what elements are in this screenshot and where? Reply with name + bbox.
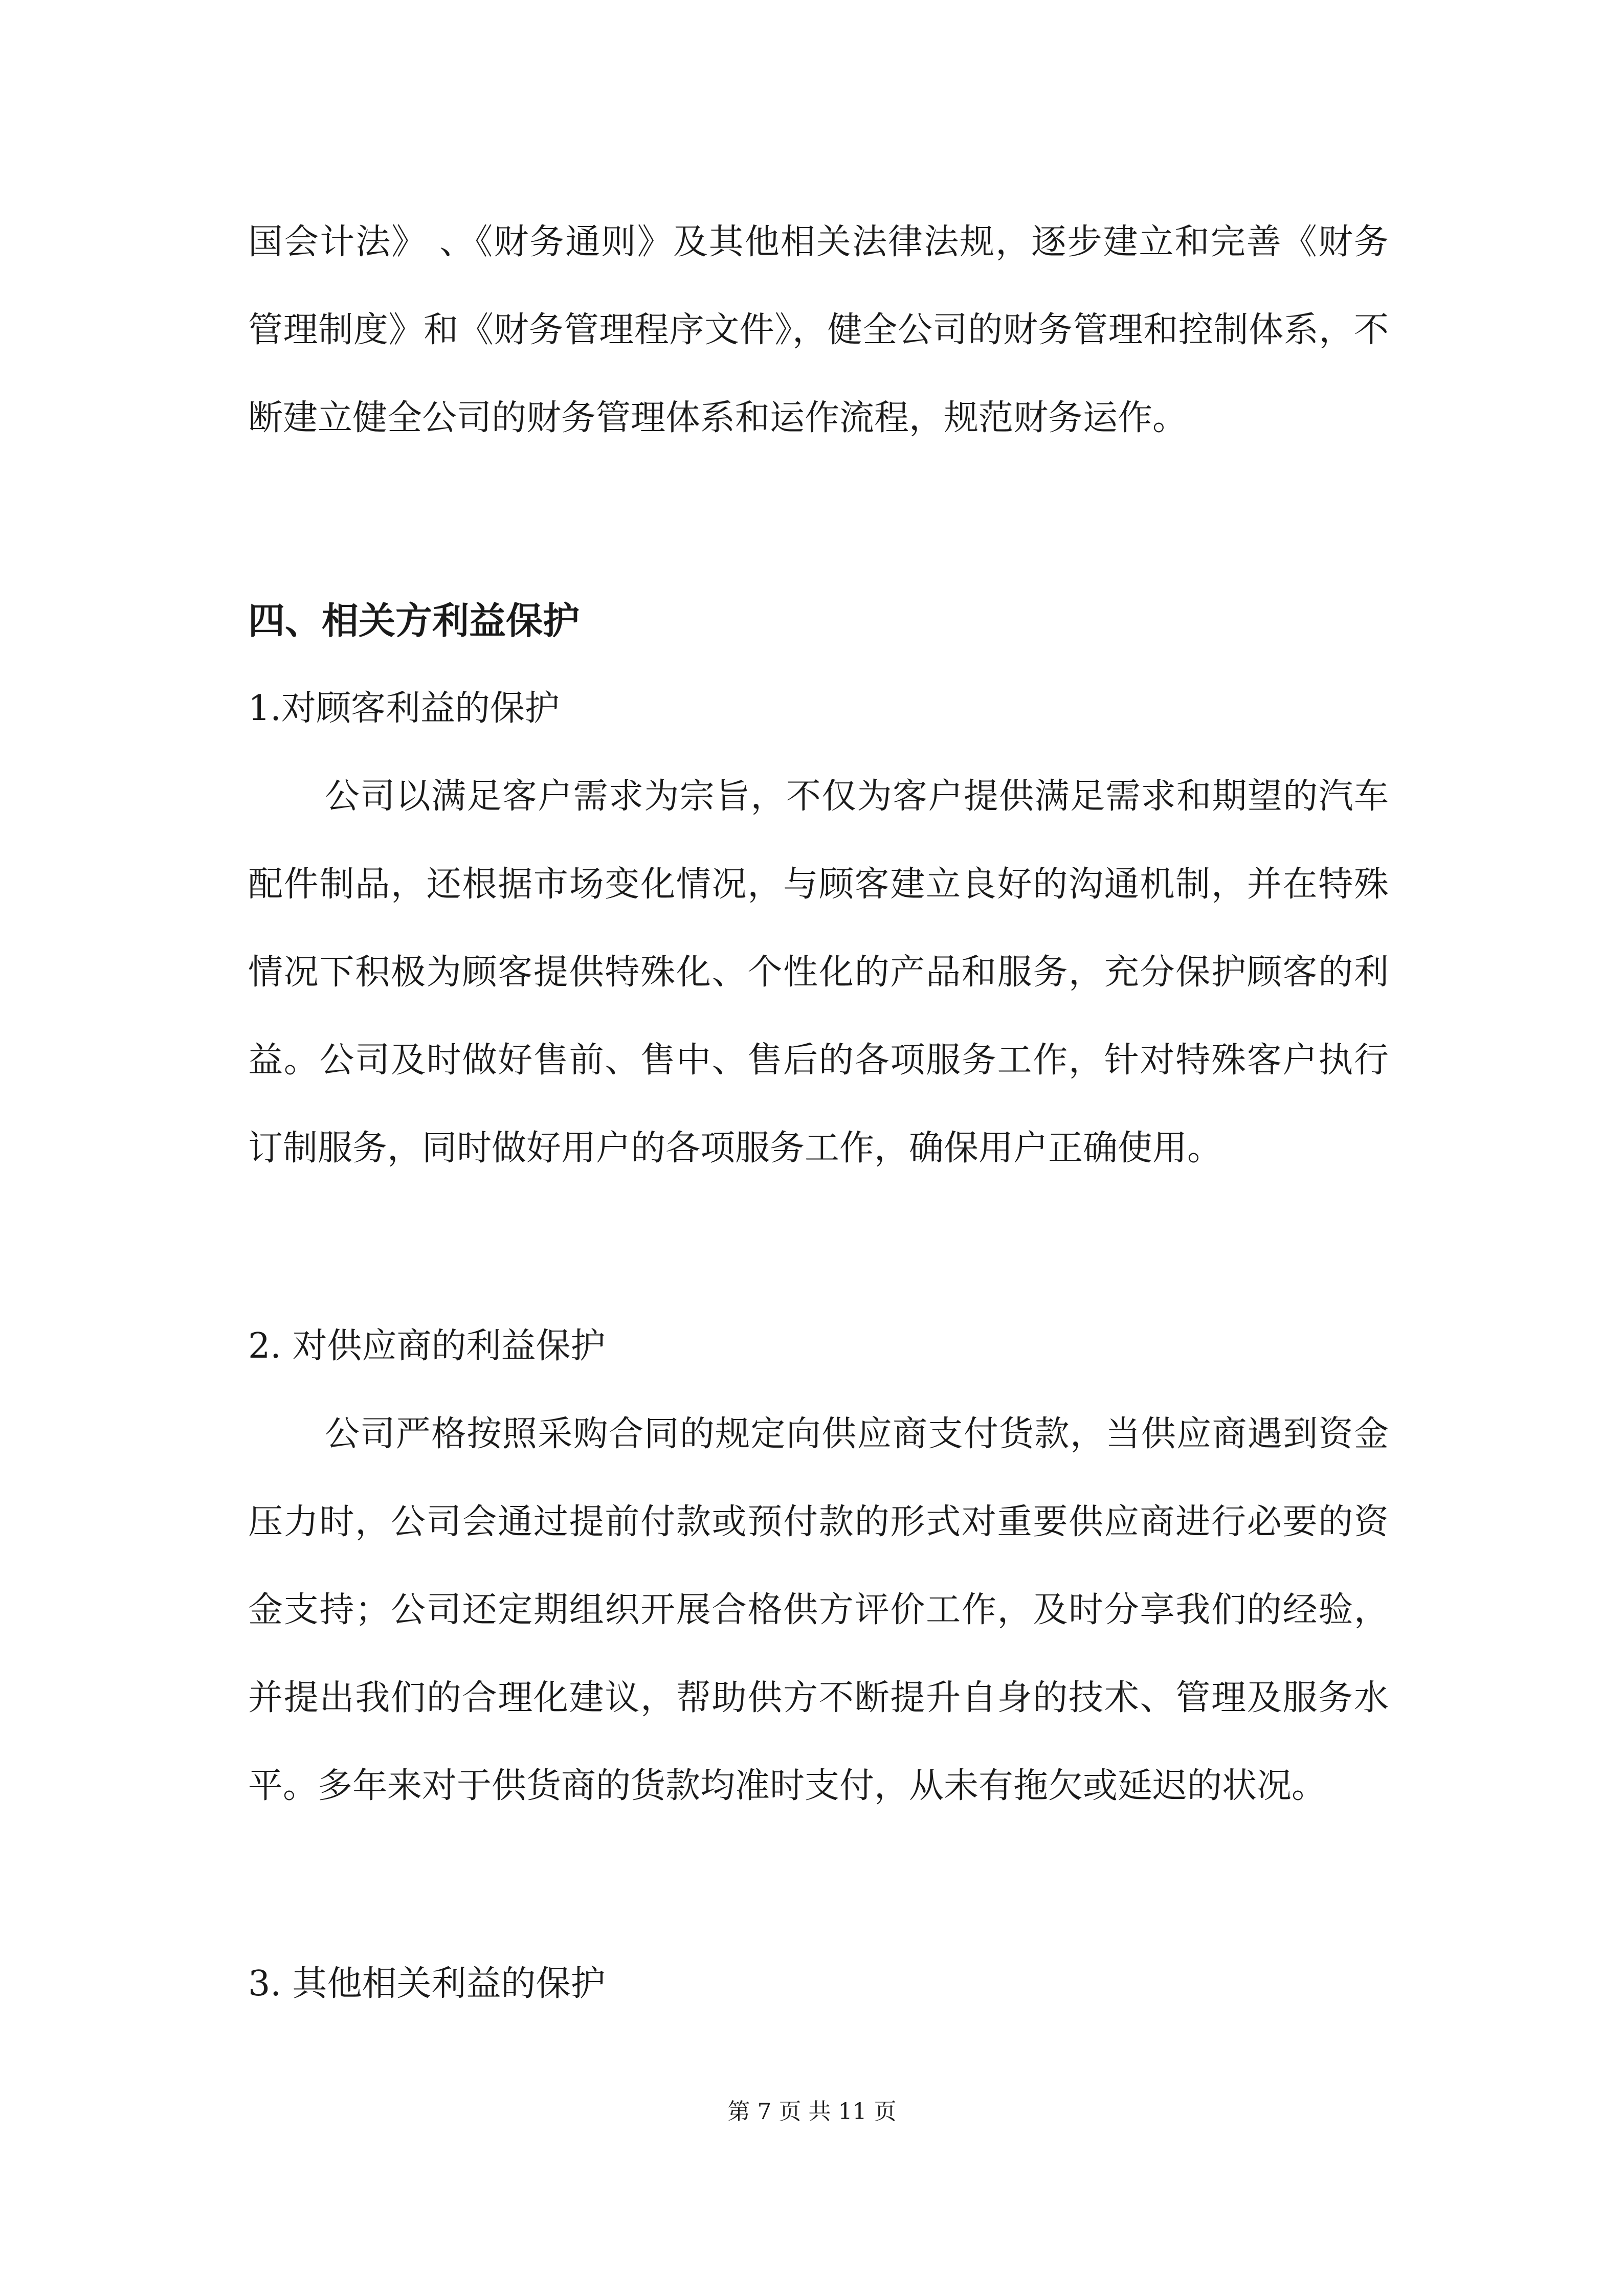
- intro-paragraph: 国会计法》 、《财务通则》及其他相关法律法规，逐步建立和完善《财务管理制度》和《财务管理程序文件》，健全公司的财务管理和控制体系，不断建立健全公司的财务管理体系和运作流程，规范财务运作。: [248, 222, 1389, 438]
- subsection-heading-other: 3. 其他相关利益的保护: [248, 1964, 606, 2004]
- section-heading: 四、相关方利益保护: [248, 599, 580, 642]
- subsection-body-customers: 公司以满足客户需求为宗旨，不仅为客户提供满足需求和期望的汽车配件制品，还根据市场变化情况，与顾客建立良好的沟通机制，并在特殊情况下积极为顾客提供特殊化、个性化的产品和服务，充分保护顾客的利益。公司及时做好售前、售中、售后的各项服务工作，针对特殊客户执行订制服务，同时做好用户的各项服务工作，确保用户正确使用。: [248, 776, 1389, 1168]
- subsection-heading-customers: 1.对顾客利益的保护: [248, 688, 560, 729]
- subsection-body-suppliers: 公司严格按照采购合同的规定向供应商支付货款，当供应商遇到资金压力时，公司会通过提前付款或预付款的形式对重要供应商进行必要的资金支持；公司还定期组织开展合格供方评价工作，及时分享我们的经验，并提出我们的合理化建议，帮助供方不断提升自身的技术、管理及服务水平。多年来对于供货商的货款均准时支付，从未有拖欠或延迟的状况。: [248, 1414, 1389, 1806]
- page-footer: 第 7 页 共 11 页: [727, 2099, 897, 2125]
- subsection-heading-suppliers: 2. 对供应商的利益保护: [248, 1326, 606, 1366]
